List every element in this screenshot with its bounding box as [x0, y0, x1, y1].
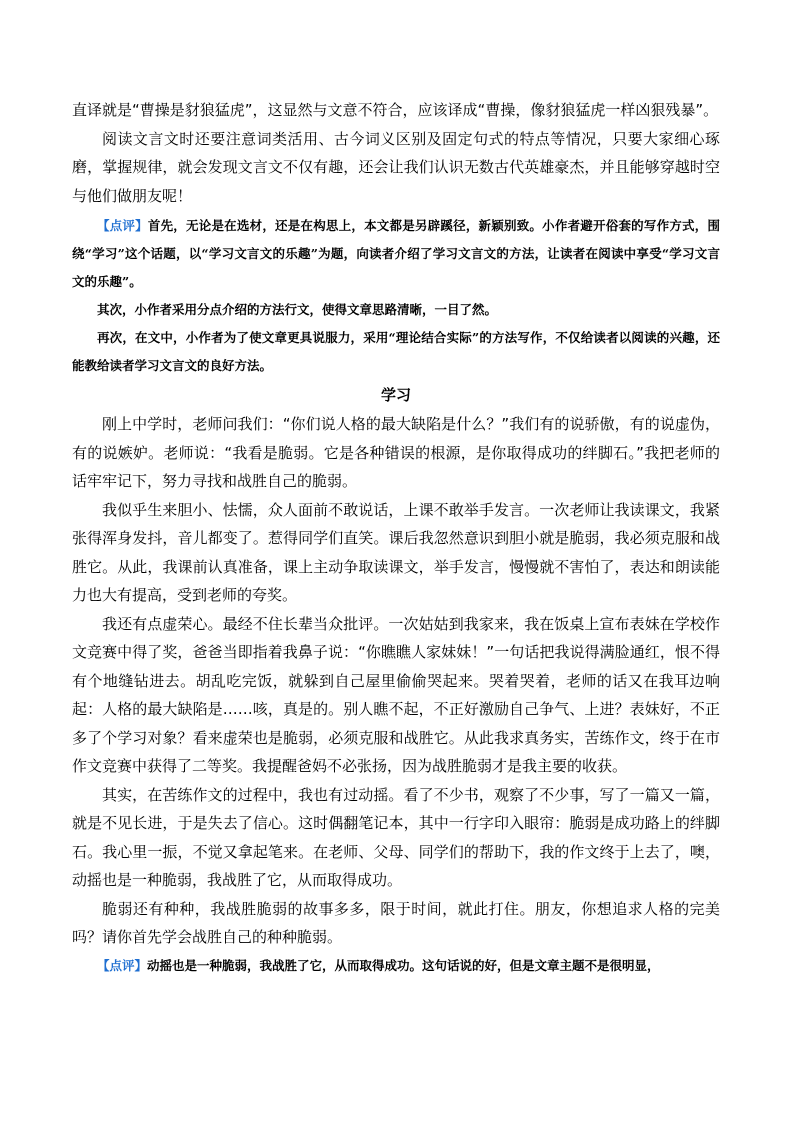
essay-paragraph-1: 刚上中学时，老师问我们：“你们说人格的最大缺陷是什么？”我们有的说骄傲，有的说虚伪，有的说嫉妒。老师说：“我看是脆弱。它是各种错误的根源，是你取得成功的绊脚石。”我把老师的话牢牢记下，努力寻找和战胜自己的脆弱。: [72, 415, 720, 490]
comment-tag-2: 【点评】: [97, 957, 148, 973]
document-page: [72, 96, 720, 980]
intro-paragraph-2: 阅读文言文时还要注意词类活用、古今词义区别及固定句式的特点等情况，只要大家细心琢磨，掌握规律，就会发现文言文不仅有趣，还会让我们认识无数古代英雄豪杰，并且能够穿越时空与他们做朋友呢！: [72, 129, 720, 205]
comment-text: 首先，无论是在选材，还是在构思上，本文都是另辟蹊径，新颖别致。小作者避开俗套的写作方式，围绕“学习”这个话题，以“学习文言文的乐趣”为题，向读者介绍了学习文言文的方法，让读者在阅读中享受“学习文言文的乐趣”。: [72, 218, 720, 289]
essay-paragraph-2: 我似乎生来胆小、怯懦，众人面前不敢说话，上课不敢举手发言。一次老师让我读课文，我紧张得浑身发抖，音儿都变了。惹得同学们直笑。课后我忽然意识到胆小就是脆弱，我必须克服和战胜它。从此，我课前认真准备，课上主动争取读课文，举手发言，慢慢就不害怕了，表达和朗读能力也大有提高，受到老师的夸奖。: [72, 500, 720, 604]
comment-text-2: 动摇也是一种脆弱，我战胜了它，从而取得成功。这句话说的好，但是文章主题不是很明显，: [147, 957, 660, 973]
comment-tag: 【点评】: [97, 218, 148, 233]
essay-paragraph-3: 我还有点虚荣心。最经不住长辈当众批评。一次姑姑到我家来，我在饭桌上宣布表妹在学校作文竞赛中得了奖，爸爸当即指着我鼻子说：“你瞧瞧人家妹妹！”一句话把我说得满脸通红，恨不得有个地缝钻进去。胡乱吃完饭，就躲到自己屋里偷偷哭起来。哭着哭着，老师的话又在我耳边响起：人格的最大缺陷是……咳，真是的。别人瞧不起，不正好激励自己争气、上进？表妹好，不正多了个学习对象？看来虚荣也是脆弱，必须克服和战胜它。从此我求真务实，苦练作文，终于在市作文竞赛中获得了二等奖。我提醒爸妈不必张扬，因为战胜脆弱才是我主要的收获。: [72, 614, 720, 775]
comment-third: 再次，在文中，小作者为了使文章更具说服力，采用“理论结合实际”的方法写作，不仅给读者以阅读的兴趣，还能教给读者学习文言文的良好方法。: [72, 330, 720, 373]
comment-block-2: [72, 952, 720, 980]
essay-paragraph-4: 其实，在苦练作文的过程中，我也有过动摇。看了不少书，观察了不少事，写了一篇又一篇，就是不见长进，于是失去了信心。这时偶翻笔记本，其中一行字印入眼帘：脆弱是成功路上的绊脚石。我心里一振，不觉又拿起笔来。在老师、父母、同学们的帮助下，我的作文终于上去了，噢，动摇也是一种脆弱，我战胜了它，从而取得成功。: [72, 785, 720, 889]
intro-paragraph-1: 直译就是“曹操是豺狼猛虎”，这显然与文意不符合，应该译成“曹操，像豺狼猛虎一样凶狠残暴”。: [72, 101, 719, 119]
comment-block-1: [72, 212, 720, 296]
essay-paragraph-5: 脆弱还有种种，我战胜脆弱的故事多多，限于时间，就此打住。朋友，你想追求人格的完美吗？请你首先学会战胜自己的种种脆弱。: [72, 899, 720, 946]
essay-title: 学习: [380, 386, 411, 404]
comment-second: 其次，小作者采用分点介绍的方法行文，使得文章思路清晰，一目了然。: [97, 302, 498, 317]
